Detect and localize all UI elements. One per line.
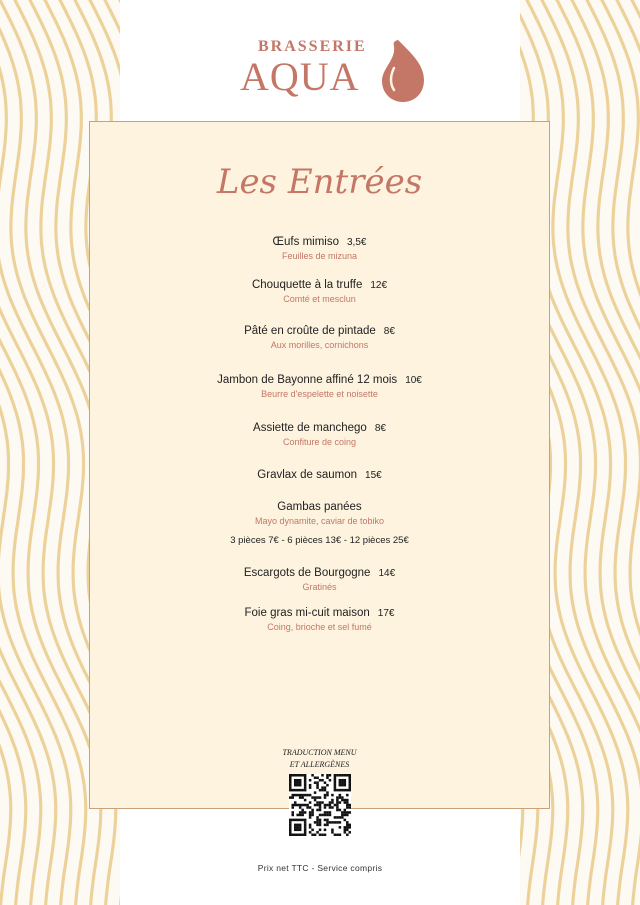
menu-item (90, 607, 549, 632)
menu-item (90, 501, 549, 546)
qr-code[interactable] (289, 774, 351, 836)
menu-item (90, 567, 549, 592)
item-price: 14€ (378, 568, 396, 579)
item-name: Gravlax de saumon (257, 469, 358, 481)
translation-line1: TRADUCTION MENU (282, 748, 357, 757)
drop-icon (380, 38, 426, 104)
menu-item (90, 279, 549, 304)
translation-note (90, 747, 549, 771)
menu-item (90, 374, 549, 399)
brand-line1: BRASSERIE (258, 38, 367, 55)
item-name: Œufs mimiso (272, 236, 339, 248)
item-price: 10€ (405, 375, 422, 386)
item-price: 15€ (365, 470, 382, 481)
menu-item (90, 422, 549, 447)
item-name: Foie gras mi-cuit maison (244, 607, 370, 619)
item-name: Assiette de manchego (253, 422, 367, 434)
item-desc: Beurre d'espelette et noisette (261, 389, 378, 399)
translation-line2: ET ALLERGÈNES (289, 760, 350, 769)
item-name: Chouquette à la truffe (251, 279, 363, 291)
menu-item (90, 469, 549, 481)
item-price: 17€ (377, 608, 395, 619)
item-desc: Mayo dynamite, caviar de tobiko (254, 516, 385, 526)
item-desc: Comté et mesclun (283, 294, 356, 304)
brand-line2: AQUA (240, 54, 360, 99)
item-desc: Gratinés (302, 582, 337, 592)
item-price: 3,5€ (346, 237, 367, 248)
item-price-options: 3 pièces 7€ - 6 pièces 13€ - 12 pièces 25€ (230, 535, 409, 546)
item-desc: Coing, brioche et sel fumé (267, 622, 372, 632)
section-title: Les Entrées (216, 162, 423, 202)
menu-card (89, 121, 550, 809)
brand-logo (230, 38, 440, 108)
item-desc: Feuilles de mizuna (281, 251, 358, 261)
footer-note: Prix net TTC - Service compris (257, 863, 383, 873)
menu-item (90, 325, 549, 350)
item-price: 12€ (370, 280, 388, 291)
item-name: Escargots de Bourgogne (243, 567, 371, 579)
menu-item (90, 236, 549, 261)
item-name: Gambas panées (277, 501, 362, 513)
item-desc: Aux morilles, cornichons (270, 340, 369, 350)
item-price: 8€ (383, 326, 395, 337)
item-desc: Confiture de coing (282, 437, 357, 447)
item-price: 8€ (374, 423, 386, 434)
item-name: Jambon de Bayonne affiné 12 mois (217, 374, 398, 386)
item-name: Pâté en croûte de pintade (244, 325, 376, 337)
